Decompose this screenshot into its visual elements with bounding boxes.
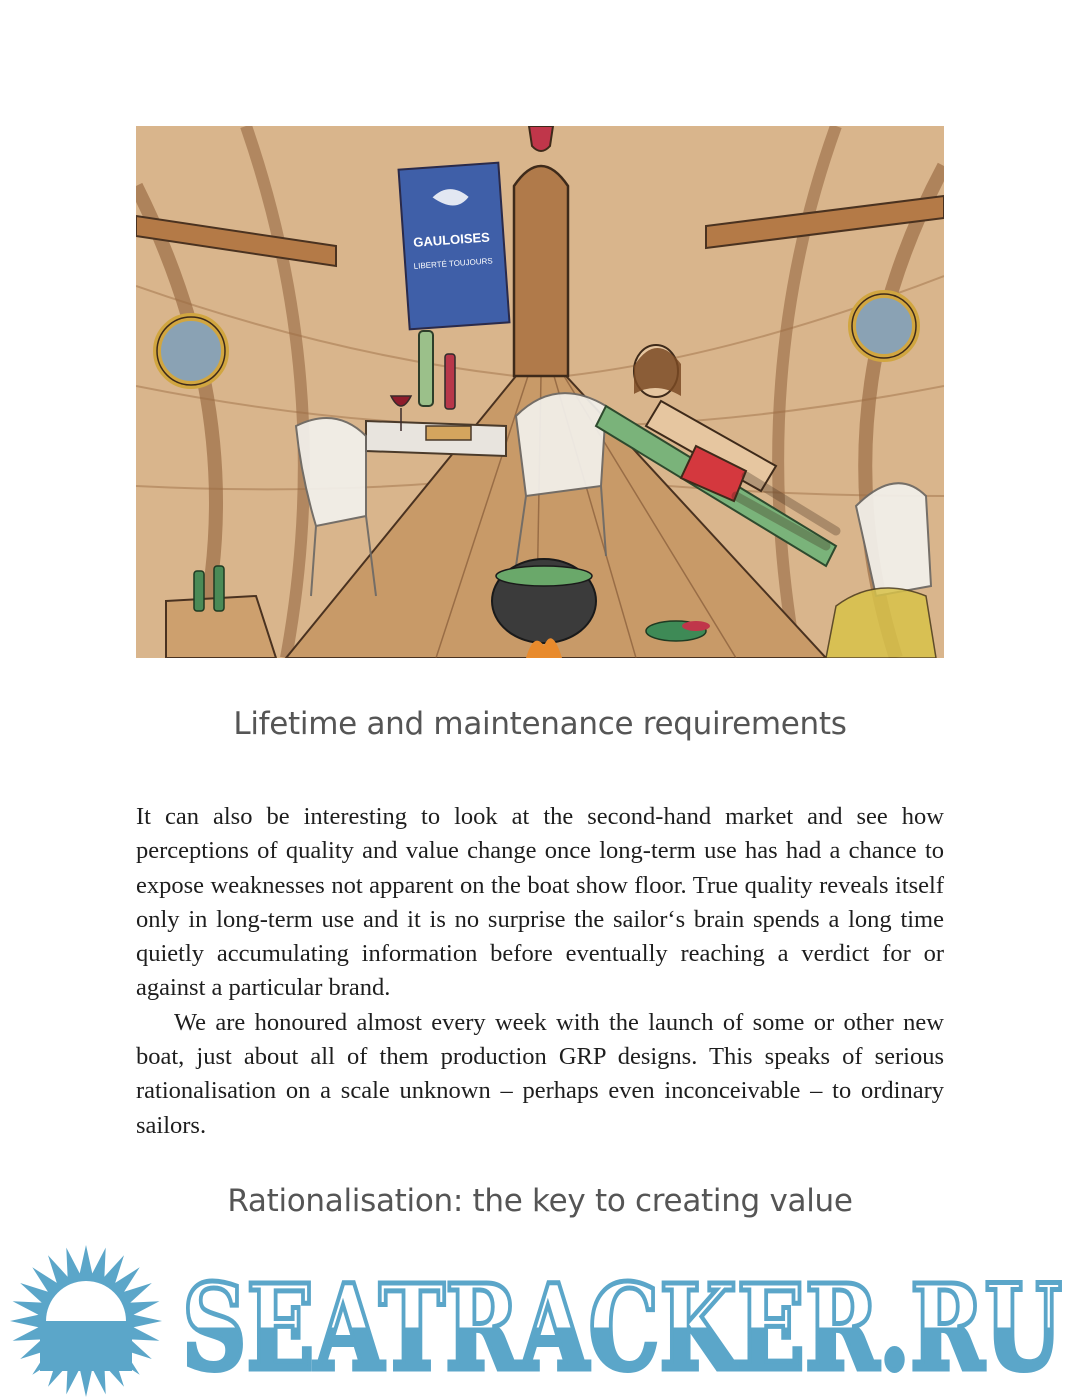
section-heading-rationalisation: Rationalisation: the key to creating value — [227, 1183, 853, 1219]
body-text — [136, 800, 944, 1143]
poster-slogan-text: LIBERTÉ TOUJOURS — [413, 256, 494, 271]
sun-icon — [10, 1245, 162, 1397]
poster-brand-text: GAULOISES — [412, 229, 491, 250]
watermark-text: SEATRACKER.RU — [182, 1258, 1062, 1397]
section-heading-lifetime: Lifetime and maintenance requirements — [233, 706, 847, 742]
watermark-logo — [0, 1236, 1080, 1397]
paragraph: It can also be interesting to look at the second-hand market and see how perceptions of quality and value change once long-term use has had a chance to expose weaknesses not apparent on the boat show floor. True quality reveals itself only in long-term use and it is no surprise the sailor‘s brain spends a long time quietly accumulating information before eventually reaching a verdict for or against a particular brand. — [136, 803, 944, 1002]
paragraph: We are honoured almost every week with the launch of some or other new boat, just about all of them production GRP designs. This speaks of serious rationalisation on a scale unknown – perhaps even inconceivable – to ordinary sailors. — [136, 1008, 944, 1139]
cabin-illustration — [136, 126, 944, 658]
